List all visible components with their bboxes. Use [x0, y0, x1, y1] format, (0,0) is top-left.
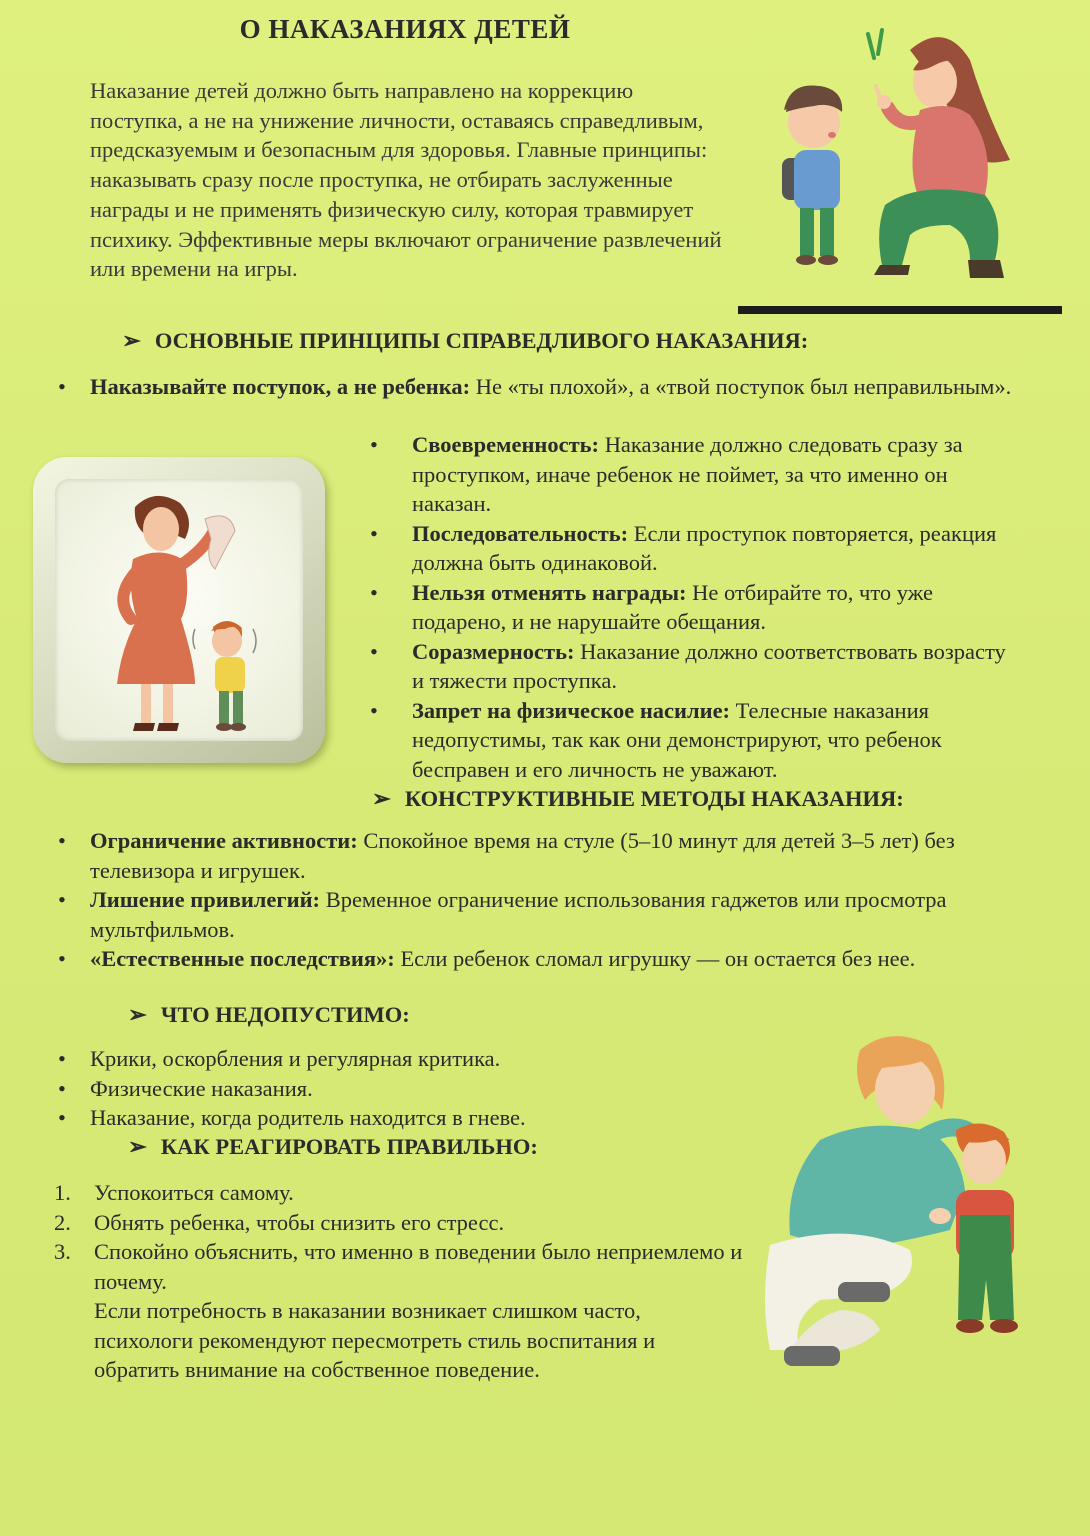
list-item: • Крики, оскорбления и регулярная критика. — [58, 1044, 698, 1074]
bullet-icon: • — [370, 697, 378, 723]
bullet-icon: • — [370, 579, 378, 605]
framed-illustration — [33, 457, 325, 763]
bullet-icon: • — [370, 432, 378, 457]
intro-paragraph: Наказание детей должно быть направлено на коррекцию поступка, а не на унижение личности, оставаясь справедливым, предсказуемым и безопасным для здоровья. Главные принципы: наказывать сразу после проступка, не отбирать заслуженные награды и не применять физическую силу, которая травмирует психику. Эффективные меры включают ограничение развлечений или времени на игры. — [90, 78, 722, 282]
closing-note: Если потребность в наказании возникает слишком часто, психологи рекомендуют пересмотреть стиль воспитания и обратить внимание на собственное поведение. — [94, 1298, 656, 1382]
list-item: • Наказание, когда родитель находится в гневе. — [58, 1103, 698, 1133]
list-item: • Наказывайте поступок, а не ребенка: Не «ты плохой», а «твой поступок был неправильным». — [58, 372, 1020, 402]
principles-heading: ➢ ОСНОВНЫЕ ПРИНЦИПЫ СПРАВЕДЛИВОГО НАКАЗАНИЯ: — [122, 328, 809, 353]
bullet-icon: • — [58, 946, 66, 971]
bullet-icon: • — [58, 1046, 66, 1071]
list-item: • Соразмерность: Наказание должно соответствовать возрасту и тяжести проступка. — [370, 638, 1006, 693]
arrow-bullet-icon: ➢ — [128, 1134, 147, 1159]
list-item: • Последовательность: Если проступок повторяется, реакция должна быть одинаковой. — [370, 520, 997, 575]
list-item: • Физические наказания. — [58, 1074, 698, 1104]
methods-list — [58, 826, 993, 974]
forbidden-list — [58, 1044, 698, 1133]
bullet-icon: • — [58, 1105, 66, 1130]
mother-comforting-child-illustration — [760, 1020, 1040, 1410]
bullet-icon: • — [58, 828, 66, 853]
methods-heading: ➢ КОНСТРУКТИВНЫЕ МЕТОДЫ НАКАЗАНИЯ: — [372, 786, 904, 811]
react-list — [54, 1178, 744, 1385]
arrow-bullet-icon: ➢ — [128, 1002, 147, 1027]
arrow-bullet-icon: ➢ — [122, 328, 141, 353]
bullet-icon: • — [370, 520, 378, 546]
mother-scolding-child-illustration — [55, 479, 303, 741]
list-item: • Лишение привилегий: Временное ограничение использования гаджетов или просмотра мультфильмов. — [58, 887, 947, 942]
list-item: • Нельзя отменять награды: Не отбирайте то, что уже подарено, и не нарушайте обещания. — [370, 579, 933, 634]
forbidden-heading: ➢ ЧТО НЕДОПУСТИМО: — [128, 1002, 410, 1027]
list-item: 3. Спокойно объяснить, что именно в поведении было неприемлемо и почему. — [54, 1239, 743, 1294]
list-item: • Запрет на физическое насилие: Телесные наказания недопустимы, так как они демонстрируют, что ребенок бесправен и его личность не уважают. — [370, 697, 942, 782]
bullet-icon: • — [58, 887, 66, 912]
list-item: 1. Успокоиться самому. — [54, 1180, 294, 1205]
bullet-icon: • — [58, 374, 66, 399]
bullet-icon: • — [58, 1075, 66, 1101]
page-title: О НАКАЗАНИЯХ ДЕТЕЙ — [239, 14, 571, 44]
list-item: 2. Обнять ребенка, чтобы снизить его стресс. — [54, 1209, 505, 1235]
list-item: • Ограничение активности: Спокойное время на стуле (5–10 минут для детей 3–5 лет) без телевизора и игрушек. — [58, 828, 955, 883]
list-item: • «Естественные последствия»: Если ребенок сломал игрушку — он остается без нее. — [58, 944, 993, 974]
react-heading: ➢ КАК РЕАГИРОВАТЬ ПРАВИЛЬНО: — [128, 1134, 538, 1159]
list-item: • Своевременность: Наказание должно следовать сразу за проступком, иначе ребенок не поймет, за что именно он наказан. — [370, 432, 963, 516]
principles-list — [370, 430, 1020, 784]
bullet-icon: • — [370, 638, 378, 664]
arrow-bullet-icon: ➢ — [372, 786, 391, 811]
mother-scolding-boy-illustration — [770, 20, 1030, 290]
divider-rule — [738, 306, 1062, 314]
